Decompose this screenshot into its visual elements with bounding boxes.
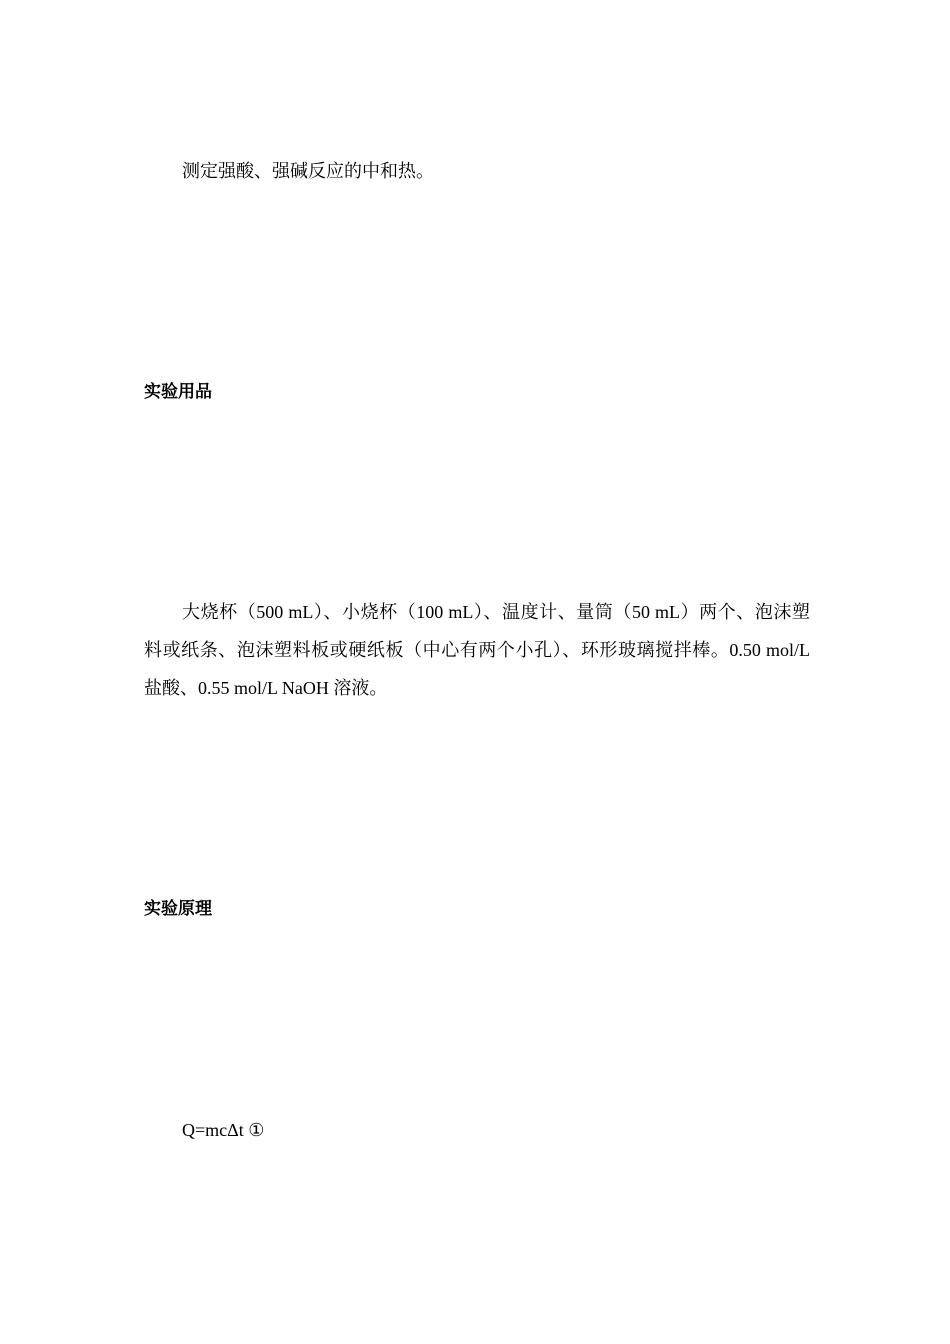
materials-paragraph: 大烧杯（500 mL）、小烧杯（100 mL）、温度计、量筒（50 mL）两个、泡沫塑料或纸条、泡沫塑料板或硬纸板（中心有两个小孔）、环形玻璃搅拌棒。0.50 mol/L 盐酸、0.55 mol/L NaOH 溶液。 (144, 602, 810, 698)
experiment-aim-paragraph: 测定强酸、强碱反应的中和热。 (182, 161, 434, 181)
principle-formula: Q=mcΔt ① (182, 1120, 265, 1140)
materials-heading: 实验用品 (144, 382, 212, 402)
principle-heading: 实验原理 (144, 899, 212, 919)
